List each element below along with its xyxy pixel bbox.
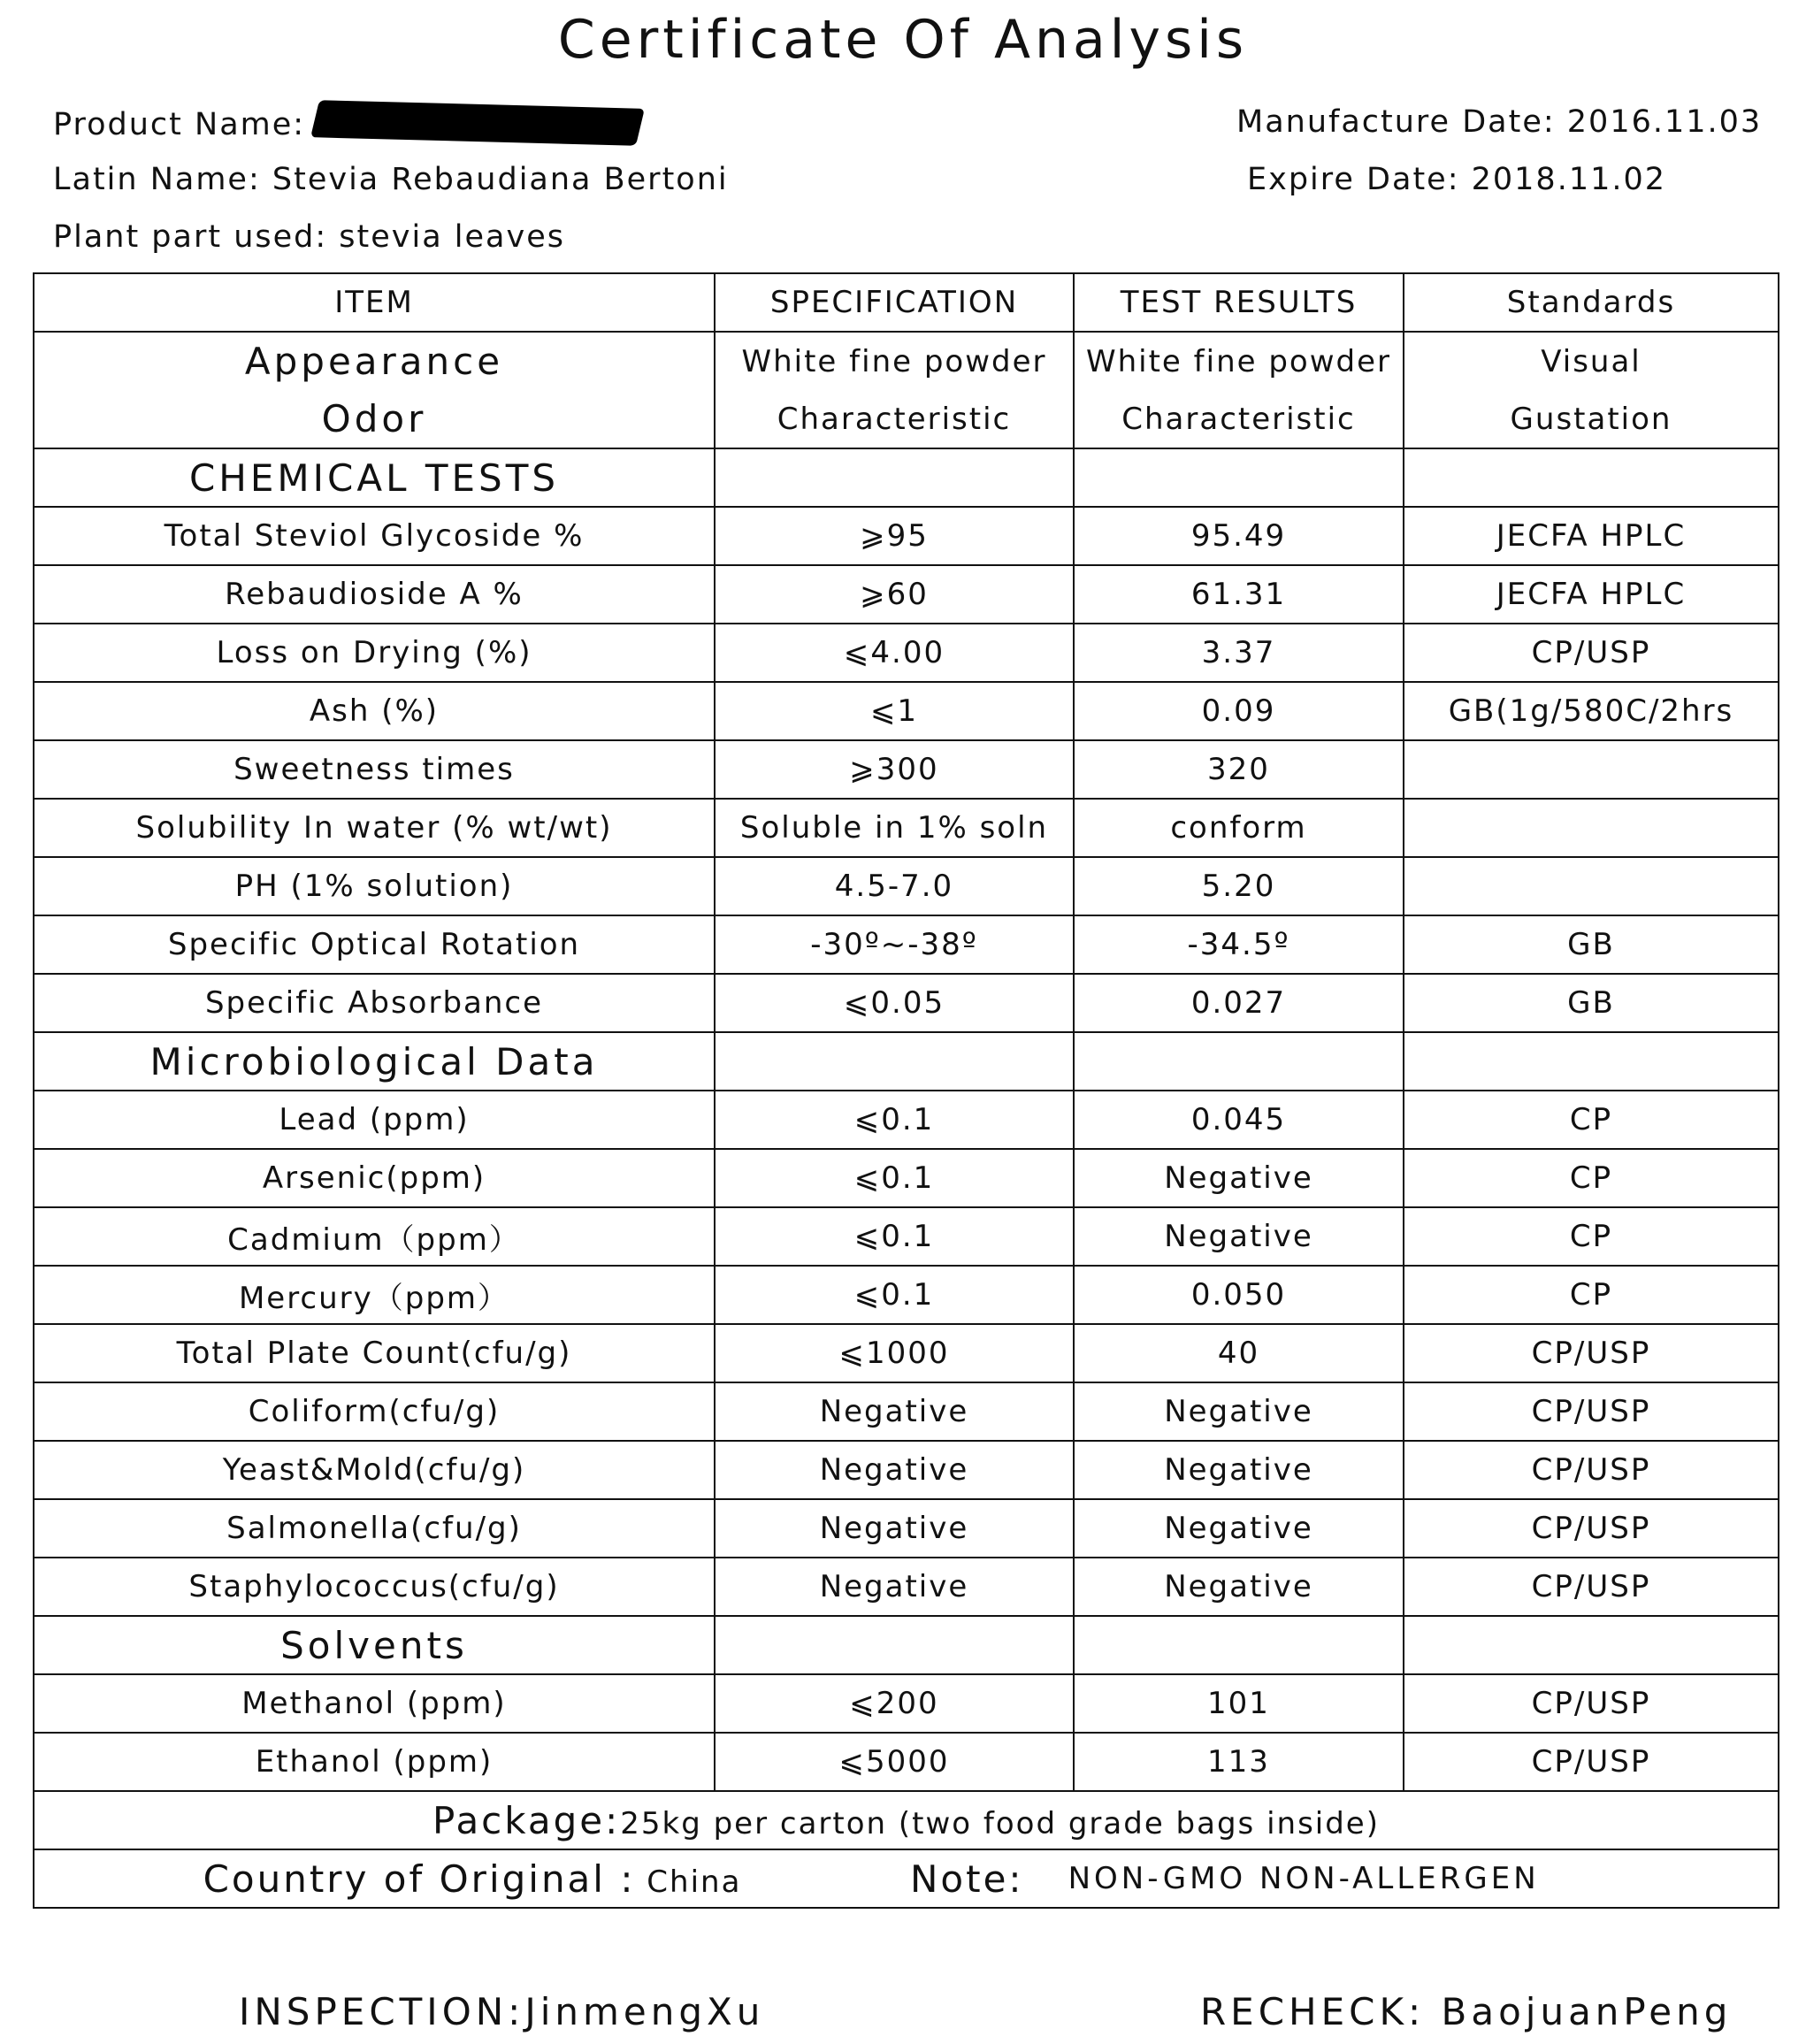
spec-cell: Negative bbox=[715, 1499, 1074, 1558]
result-cell: 101 bbox=[1074, 1674, 1404, 1733]
standard-cell bbox=[1404, 799, 1779, 857]
appearance-odor-row bbox=[34, 332, 1779, 448]
item-cell: Total Steviol Glycoside % bbox=[34, 507, 715, 565]
table-row bbox=[34, 1674, 1779, 1733]
plant-part: Plant part used: stevia leaves bbox=[53, 219, 565, 255]
column-header-item: ITEM bbox=[34, 273, 715, 332]
item-cell: Specific Optical Rotation bbox=[34, 915, 715, 974]
product-name-line bbox=[53, 104, 641, 142]
section-title-chemical: CHEMICAL TESTS bbox=[34, 448, 715, 507]
spec-cell: ⩽1000 bbox=[715, 1324, 1074, 1382]
redaction-mark bbox=[310, 100, 645, 146]
item-cell: Solubility In water (% wt/wt) bbox=[34, 799, 715, 857]
standard-cell: GB bbox=[1404, 974, 1779, 1032]
item-cell: PH (1% solution) bbox=[34, 857, 715, 915]
item-cell: Loss on Drying (%) bbox=[34, 624, 715, 682]
appearance-item: Appearance bbox=[244, 340, 504, 383]
section-row-solvents bbox=[34, 1616, 1779, 1674]
odor-result: Characteristic bbox=[1121, 401, 1356, 437]
result-cell: -34.5º bbox=[1074, 915, 1404, 974]
result-cell: 0.09 bbox=[1074, 682, 1404, 740]
standard-cell: CP/USP bbox=[1404, 1382, 1779, 1441]
standard-cell: CP/USP bbox=[1404, 1674, 1779, 1733]
item-cell: Rebaudioside A % bbox=[34, 565, 715, 624]
note-value: NON-GMO NON-ALLERGEN bbox=[1068, 1861, 1540, 1896]
table-row bbox=[34, 1091, 1779, 1149]
standard-cell: GB bbox=[1404, 915, 1779, 974]
item-cell: Ethanol (ppm) bbox=[34, 1733, 715, 1791]
section-row-microbiological bbox=[34, 1032, 1779, 1091]
table-row bbox=[34, 1324, 1779, 1382]
table-row bbox=[34, 1733, 1779, 1791]
column-header-specification: SPECIFICATION bbox=[715, 273, 1074, 332]
result-cell: Negative bbox=[1074, 1499, 1404, 1558]
item-cell: Staphylococcus(cfu/g) bbox=[34, 1558, 715, 1616]
spec-cell: ⩽200 bbox=[715, 1674, 1074, 1733]
table-row bbox=[34, 799, 1779, 857]
section-title-microbiological: Microbiological Data bbox=[34, 1032, 715, 1091]
spec-cell: ⩽1 bbox=[715, 682, 1074, 740]
table-row bbox=[34, 1149, 1779, 1207]
item-cell: Lead (ppm) bbox=[34, 1091, 715, 1149]
column-header-standards: Standards bbox=[1404, 273, 1779, 332]
table-row bbox=[34, 1382, 1779, 1441]
spec-cell: Negative bbox=[715, 1441, 1074, 1499]
result-cell: conform bbox=[1074, 799, 1404, 857]
result-cell: Negative bbox=[1074, 1441, 1404, 1499]
table-row bbox=[34, 507, 1779, 565]
result-cell: Negative bbox=[1074, 1558, 1404, 1616]
standard-cell bbox=[1404, 740, 1779, 799]
table-row bbox=[34, 974, 1779, 1032]
standard-cell: CP bbox=[1404, 1266, 1779, 1324]
item-cell: Total Plate Count(cfu/g) bbox=[34, 1324, 715, 1382]
result-cell: Negative bbox=[1074, 1149, 1404, 1207]
package-label: Package: bbox=[432, 1798, 621, 1842]
analysis-table bbox=[33, 272, 1779, 1909]
item-cell: Coliform(cfu/g) bbox=[34, 1382, 715, 1441]
result-cell: 95.49 bbox=[1074, 507, 1404, 565]
table-row bbox=[34, 624, 1779, 682]
item-cell: Cadmium（ppm） bbox=[34, 1207, 715, 1266]
spec-cell: ⩽0.1 bbox=[715, 1091, 1074, 1149]
odor-standard: Gustation bbox=[1510, 401, 1672, 437]
item-cell: Specific Absorbance bbox=[34, 974, 715, 1032]
country-note-row bbox=[34, 1849, 1779, 1908]
spec-cell: ⩾60 bbox=[715, 565, 1074, 624]
result-cell: 0.045 bbox=[1074, 1091, 1404, 1149]
section-title-solvents: Solvents bbox=[34, 1616, 715, 1674]
spec-cell: Negative bbox=[715, 1382, 1074, 1441]
item-cell: Ash (%) bbox=[34, 682, 715, 740]
item-cell: Methanol (ppm) bbox=[34, 1674, 715, 1733]
note-label: Note: bbox=[910, 1856, 1024, 1901]
spec-cell: Soluble in 1% soln bbox=[715, 799, 1074, 857]
table-header-row bbox=[34, 273, 1779, 332]
appearance-spec: White fine powder bbox=[741, 343, 1047, 379]
spec-cell: ⩽0.1 bbox=[715, 1149, 1074, 1207]
spec-cell: ⩾300 bbox=[715, 740, 1074, 799]
table-row bbox=[34, 1558, 1779, 1616]
latin-name: Latin Name: Stevia Rebaudiana Bertoni bbox=[53, 162, 729, 197]
spec-cell: Negative bbox=[715, 1558, 1074, 1616]
table-row bbox=[34, 857, 1779, 915]
standard-cell: GB(1g/580C/2hrs bbox=[1404, 682, 1779, 740]
odor-spec: Characteristic bbox=[777, 401, 1012, 437]
standard-cell: CP/USP bbox=[1404, 1558, 1779, 1616]
item-cell: Mercury（ppm） bbox=[34, 1266, 715, 1324]
country-value: China bbox=[647, 1864, 742, 1900]
standard-cell: CP/USP bbox=[1404, 1324, 1779, 1382]
result-cell: 40 bbox=[1074, 1324, 1404, 1382]
country-label: Country of Original : bbox=[203, 1856, 636, 1901]
table-row bbox=[34, 1499, 1779, 1558]
table-row bbox=[34, 740, 1779, 799]
appearance-standard: Visual bbox=[1541, 343, 1641, 379]
spec-cell: ⩽0.1 bbox=[715, 1266, 1074, 1324]
spec-cell: ⩽4.00 bbox=[715, 624, 1074, 682]
section-row-chemical bbox=[34, 448, 1779, 507]
standard-cell: CP bbox=[1404, 1207, 1779, 1266]
manufacture-date: Manufacture Date: 2016.11.03 bbox=[1236, 104, 1763, 140]
spec-cell: ⩽5000 bbox=[715, 1733, 1074, 1791]
document-title: Certificate Of Analysis bbox=[557, 9, 1249, 71]
spec-cell: ⩾95 bbox=[715, 507, 1074, 565]
item-cell: Sweetness times bbox=[34, 740, 715, 799]
standard-cell: JECFA HPLC bbox=[1404, 565, 1779, 624]
recheck-signature: RECHECK: BaojuanPeng bbox=[1200, 1990, 1733, 2033]
spec-cell: ⩽0.1 bbox=[715, 1207, 1074, 1266]
standard-cell: CP/USP bbox=[1404, 624, 1779, 682]
spec-cell: -30º~-38º bbox=[715, 915, 1074, 974]
package-value: 25kg per carton (two food grade bags inside) bbox=[620, 1805, 1380, 1841]
product-name-label: Product Name: bbox=[53, 107, 306, 142]
odor-item: Odor bbox=[321, 397, 427, 440]
item-cell: Salmonella(cfu/g) bbox=[34, 1499, 715, 1558]
result-cell: 0.027 bbox=[1074, 974, 1404, 1032]
result-cell: 3.37 bbox=[1074, 624, 1404, 682]
result-cell: Negative bbox=[1074, 1382, 1404, 1441]
spec-cell: 4.5-7.0 bbox=[715, 857, 1074, 915]
result-cell: 0.050 bbox=[1074, 1266, 1404, 1324]
expire-date: Expire Date: 2018.11.02 bbox=[1247, 162, 1667, 197]
item-cell: Arsenic(ppm) bbox=[34, 1149, 715, 1207]
result-cell: 5.20 bbox=[1074, 857, 1404, 915]
item-cell: Yeast&Mold(cfu/g) bbox=[34, 1441, 715, 1499]
spec-cell: ⩽0.05 bbox=[715, 974, 1074, 1032]
standard-cell: CP bbox=[1404, 1091, 1779, 1149]
standard-cell: CP/USP bbox=[1404, 1733, 1779, 1791]
appearance-result: White fine powder bbox=[1085, 343, 1392, 379]
table-row bbox=[34, 1441, 1779, 1499]
standard-cell: JECFA HPLC bbox=[1404, 507, 1779, 565]
standard-cell bbox=[1404, 857, 1779, 915]
standard-cell: CP/USP bbox=[1404, 1499, 1779, 1558]
result-cell: 113 bbox=[1074, 1733, 1404, 1791]
result-cell: 61.31 bbox=[1074, 565, 1404, 624]
result-cell: Negative bbox=[1074, 1207, 1404, 1266]
result-cell: 320 bbox=[1074, 740, 1404, 799]
table-row bbox=[34, 915, 1779, 974]
table-row bbox=[34, 1266, 1779, 1324]
standard-cell: CP bbox=[1404, 1149, 1779, 1207]
table-row bbox=[34, 682, 1779, 740]
column-header-test-results: TEST RESULTS bbox=[1074, 273, 1404, 332]
package-row bbox=[34, 1791, 1779, 1849]
table-row bbox=[34, 1207, 1779, 1266]
standard-cell: CP/USP bbox=[1404, 1441, 1779, 1499]
table-row bbox=[34, 565, 1779, 624]
inspection-signature: INSPECTION:JinmengXu bbox=[239, 1990, 765, 2033]
